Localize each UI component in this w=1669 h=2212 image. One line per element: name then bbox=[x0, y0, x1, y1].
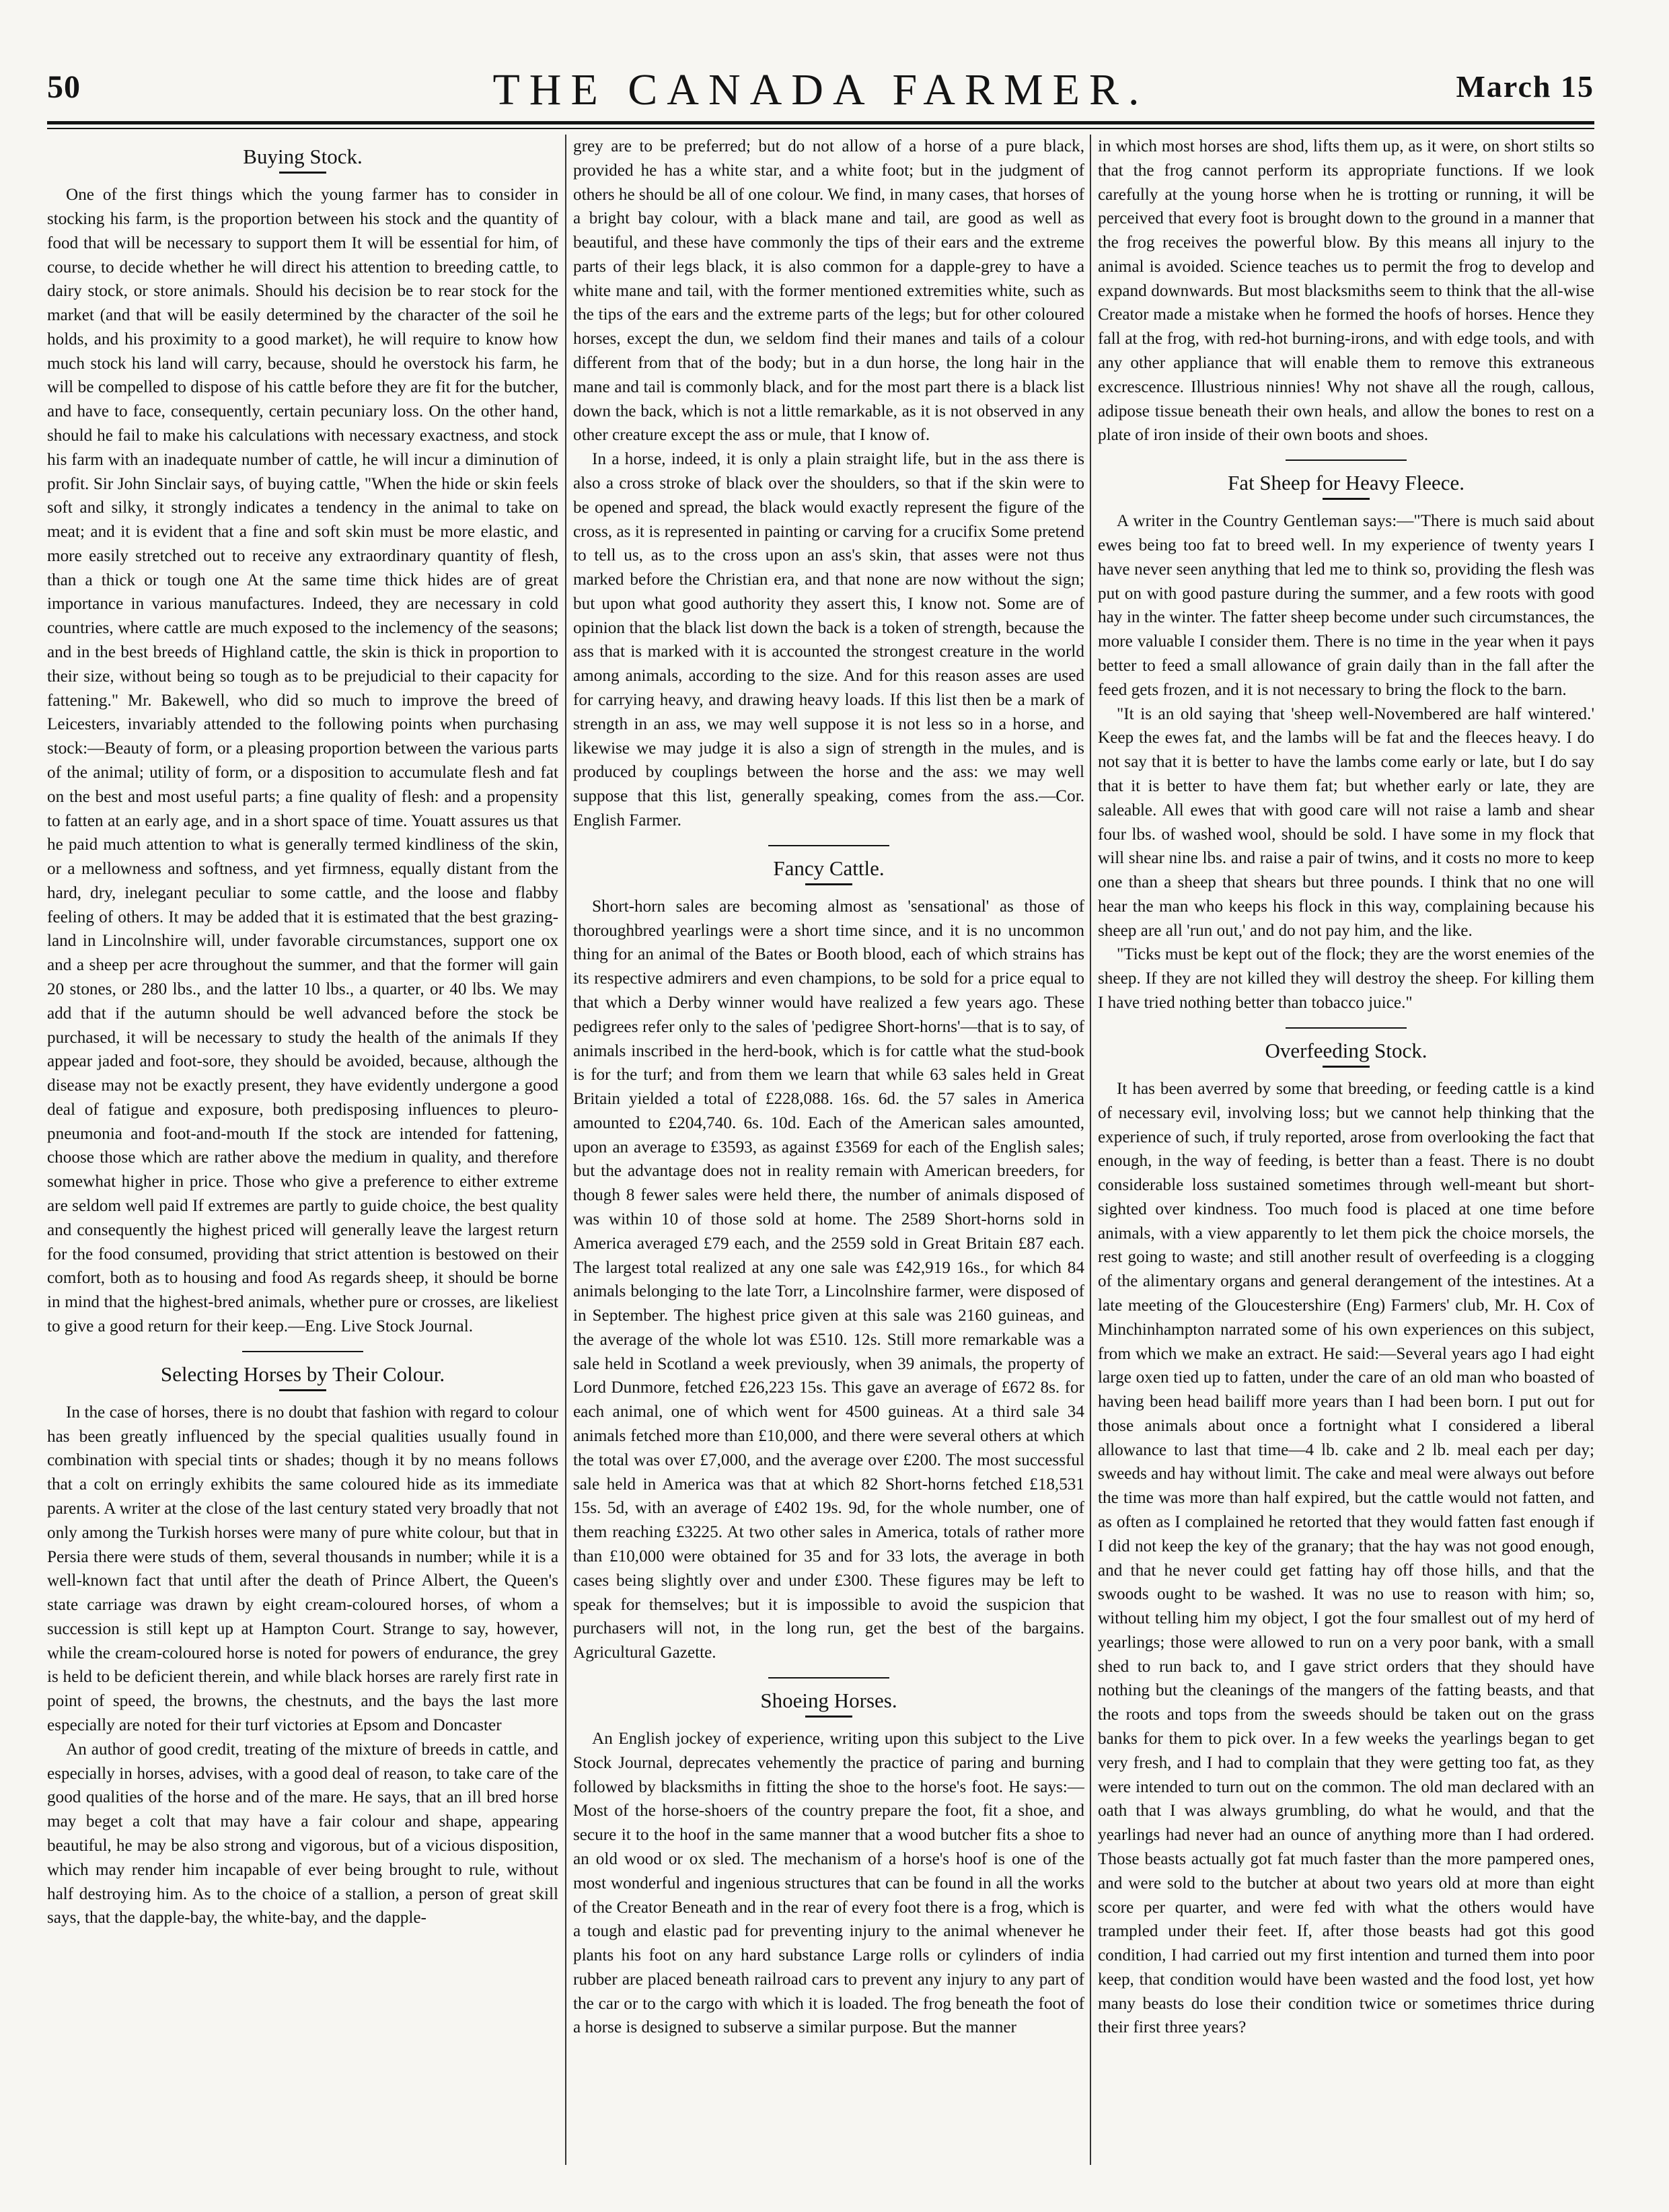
article-heading: Fancy Cattle. bbox=[773, 856, 885, 880]
column-3 bbox=[1098, 135, 1594, 2165]
masthead-rule-thin bbox=[47, 128, 1594, 129]
article bbox=[573, 845, 1084, 1665]
article-separator bbox=[242, 1351, 363, 1352]
column-divider bbox=[1090, 135, 1091, 2165]
article bbox=[1098, 1027, 1594, 2040]
article-heading: Shoeing Horses. bbox=[760, 1688, 897, 1712]
article-paragraph: in which most horses are shod, lifts them up, as it were, on short stilts so that the frog cannot perform its appropriate functions. If we look carefully at the young horse when he is trotting or running, it will be perceived that every foot is brought down to the ground in a manner that the frog receives the powerful blow. By this means all injury to the animal is avoided. Science teaches us to permit the frog to develop and expand downwards. But most blacksmiths seem to think that the all-wise Creator made a mistake when he formed the hoofs of horses. Hence they fall at the frog, with red-hot burning-irons, and with edge tools, and with any other appliance that will enable them to remove this extraneous excrescence. Illustrious ninnies! Why not shave all the rough, callous, adipose tissue beneath their own heals, and allow the bones to rest on a plate of iron inside of their own boots and shoes. bbox=[1098, 137, 1594, 445]
article-separator bbox=[768, 845, 889, 846]
article-paragraph: In the case of horses, there is no doubt that fashion with regard to colour has been greatly influenced by the special qualities usually found in combination with special tints or shades; though it by no means follows that a colt on erringly exhibits the same coloured hide as its immediate parents. A writer at the close of the last century stated very broadly that not only among the Turkish horses were many of pure white colour, but that in Persia there were studs of them, several thousands in number; while it is a well-known fact that until after the death of Prince Albert, the Queen's state carriage was drawn by eight cream-coloured horses, of whom a succession is still kept up at Hampton Court. Strange to say, however, while the cream-coloured horse is noted for powers of endurance, the grey is held to be deficient therein, and while black horses are rarely first rate in point of speed, the browns, the chestnuts, and the bays the last more especially are noted for their turf victories at Epsom and Doncaster bbox=[47, 1403, 558, 1735]
heading-rule bbox=[805, 1716, 852, 1718]
article-paragraph: A writer in the Country Gentleman says:—"There is much said about ewes being too fat to breed well. In my experience of twenty years I have never seen anything that led me to think so, providing the flesh was put on with good pasture during the summer, and a few roots with good hay in the winter. The fatter sheep become under such circumstances, the more valuable I consider them. There is no time in the year when it pays better to feed a small allowance of grain daily than in the fall after the feed gets frozen, and it is not necessary to bring the flock to the barn. bbox=[1098, 512, 1594, 699]
newspaper-title: THE CANADA FARMER. bbox=[492, 65, 1149, 114]
article-separator bbox=[1286, 1027, 1407, 1029]
article-paragraph: An author of good credit, treating of the mixture of breeds in cattle, and especially in horses, advises, with a good deal of reason, to take care of the good qualities of the horse and of the mare. He says, that an ill bred horse may beget a colt that may have a fair colour and shape, appearing beautiful, he may be also strong and vigorous, but of a vicious disposition, which may render him incapable of ever being brought to rule, without half destroying him. As to the choice of a stallion, a person of great skill says, that the dapple-bay, the white-bay, and the dapple- bbox=[47, 1740, 558, 1927]
article-paragraph: grey are to be preferred; but do not allow of a horse of a pure black, provided he has a white star, and a white foot; but in the judgment of others he should be all of one colour. We find, in many cases, that horses of a bright bay colour, with a black mane and tail, are good as well as beautiful, and these have commonly the tips of their ears and the extreme parts of their legs black, it is also common for a dapple-grey to have a white mane and tail, with the former mentioned extremities white, such as the tips of the ears and the extreme parts of the legs; but for other coloured horses, except the dun, we seldom find their manes and tails of a colour different from that of the body; but in a dun horse, the long hair in the mane and tail is commonly black, and for the most part there is a black list down the back, which is not a little remarkable, as it is not observed in any other creature except the ass or mule, that I know of. bbox=[573, 137, 1084, 445]
article-separator bbox=[768, 1677, 889, 1679]
masthead-rule-thick bbox=[47, 121, 1594, 124]
article-paragraph: An English jockey of experience, writing upon this subject to the Live Stock Journal, deprecates vehemently the practice of paring and burning followed by blacksmiths in fitting the shoe to the horse's foot. He says:—Most of the horse-shoers of the country prepare the foot, fit a shoe, and secure it to the hoof in the same manner that a wood butcher fits a shoe to an old wood or ox sled. The mechanism of a horse's hoof is one of the most wonderful and ingenious structures that can be found in all the works of the Creator Beneath and in the rear of every foot there is a frog, which is a tough and elastic pad for preventing injury to the animal whenever he plants his foot on any hard substance Large rolls or cylinders of india rubber are placed beneath railroad cars to prevent any injury to any part of the car or to the cargo with which it is loaded. The frog beneath the foot of a horse is designed to subserve a similar purpose. But the manner bbox=[573, 1730, 1084, 2037]
heading-rule bbox=[279, 172, 326, 174]
article-paragraph: "It is an old saying that 'sheep well-Novembered are half wintered.' Keep the ewes fat, and the lambs will be fat and the fleeces heavy. I do not say that it is better to have the lambs come early or late, but I do say that it is better to have them fat; but whether early or late, they are saleable. All ewes that with good care will not raise a lamb and shear four lbs. of washed wool, should be sold. I have some in my flock that will shear nine lbs. and raise a pair of twins, and it costs no more to keep one than a sheep that shears but three pounds. I think that no one will hear the man who keeps his flock in this way, complaining because his sheep are all 'run out,' and do not pay him, and the like. bbox=[1098, 704, 1594, 940]
article bbox=[573, 135, 1084, 833]
column-1 bbox=[47, 135, 558, 2165]
article-paragraph: "Ticks must be kept out of the flock; they are the worst enemies of the sheep. If they are not killed they will destroy the sheep. For killing them I have tried nothing better than tobacco juice." bbox=[1098, 945, 1594, 1012]
column-divider bbox=[565, 135, 566, 2165]
heading-rule bbox=[1323, 1066, 1370, 1068]
article-paragraph: Short-horn sales are becoming almost as 'sensational' as those of thoroughbred yearlings were a short time since, and it is no uncommon thing for an animal of the Bates or Booth blood, each of which strains has its respective admirers and even champions, to be sold for a price equal to that which a Derby winner would have realized a few years ago. These pedigrees refer only to the sales of 'pedigree Short-horns'—that is to say, of animals inscribed in the herd-book, which is for cattle what the stud-book is for the turf; and from them we learn that while 63 sales held in Great Britain yielded a total of £228,088. 16s. 6d. the 57 sales in America amounted to £204,740. 6s. 10d. Each of the American sales amounted, upon an average to £3593, as against £3569 for each of the English sales; but the advantage does not in reality remain with American breeders, for though 8 fewer sales were held there, the number of animals disposed of was within 10 of those sold at home. The 2589 Short-horns sold in America averaged £79 each, and the 2559 sold in Great Britain £87 each. The largest total realized at any one sale was £42,919 16s., for which 84 animals belonging to the late Torr, a Lincolnshire farmer, were disposed of in September. The highest price given at this sale was 2160 guineas, and the average of the whole lot was £510. 12s. Still more remarkable was a sale held in Scotland a week previously, when 39 animals, the property of Lord Dunmore, fetched £26,223 15s. This gave an average of £672 8s. for each animal, one of which went for 4500 guineas. At a third sale 34 animals fetched more than £10,000, and there were several others at which the total was over £7,000, and the average over £200. The most successful sale held in America was that at which 82 Short-horns fetched £18,531 15s. 5d, with an average of £402 19s. 9d, for the whole number, one of them reaching £3225. At two other sales in America, totals of rather more than £10,000 were obtained for 35 and for 33 lots, the average in both cases being slightly over and under £300. These figures may be left to speak for themselves; but it is impossible to avoid the suspicion that purchasers will not, in the long run, get the best of the bargains. Agricultural Gazette. bbox=[573, 897, 1084, 1662]
issue-date: March 15 bbox=[1456, 69, 1594, 104]
article-separator bbox=[1286, 459, 1407, 461]
article-heading: Fat Sheep for Heavy Fleece. bbox=[1227, 471, 1465, 495]
article bbox=[47, 144, 558, 1339]
heading-rule bbox=[279, 1389, 326, 1391]
masthead bbox=[47, 65, 1594, 117]
article-heading: Overfeeding Stock. bbox=[1265, 1038, 1427, 1062]
heading-rule bbox=[1323, 498, 1370, 500]
column-2 bbox=[573, 135, 1084, 2165]
article-heading: Selecting Horses by Their Colour. bbox=[160, 1362, 445, 1386]
article-paragraph: In a horse, indeed, it is only a plain straight life, but in the ass there is also a cross stroke of black over the shoulders, so that if the skin were to be opened and spread, the black would exactly represent the figure of the cross, as it is represented in painting or carving for a crucifix Some pretend to tell us, as to the cross upon an ass's skin, that asses were not thus marked before the Christian era, and that none are now without the sign; but upon what good authority they assert this, I know not. Some are of opinion that the black list down the back is a token of strength, because the ass that is marked with it is accounted the strongest creature in the world among animals, according to the size. And for this reason asses are used for carrying heavy, and drawing heavy loads. If this list then be a mark of strength in an ass, we may well suppose it is not less so in a horse, and likewise we may judge it is also a sign of strength in the mules, and is produced by couplings between the horse and the ass: we may well suppose that this list, generally speaking, comes from the ass.—Cor. English Farmer. bbox=[573, 450, 1084, 830]
heading-rule bbox=[805, 883, 852, 885]
article-paragraph: It has been averred by some that breeding, or feeding cattle is a kind of necessary evil, involving loss; but we cannot help thinking that the experience of such, if truly reported, arose from overlooking the fact that enough, in the way of feeding, is better than a feast. There is no doubt considerable loss sustained sometimes through well-meant but short-sighted over kindness. Too much food is placed at one time before animals, with a view apparently to let them pick the choice morsels, the rest going to waste; and still another result of overfeeding is a clogging of the alimentary organs and general derangement of the intestines. At a late meeting of the Gloucestershire (Eng) Farmers' club, Mr. H. Cox of Minchinhampton narrated some of his own experiences on this subject, from which we make an extract. He said:—Several years ago I had eight large oxen tied up to fatten, under the care of an old man who boasted of having been head bailiff more years than I had been born. I put out for those animals about once a fortnight what I considered a liberal allowance to last that time—4 lb. cake and 2 lb. meal each per day; sweeds and hay without limit. The cake and meal were always out before the time was more than half expired, but the cattle would not fatten, and as often as I complained he retorted that they would fatten fast enough if I did not keep the key of the granary; that the hay was not good enough, and that he never could get fatting hay off those hills, and that the swoods ought to be washed. It was no use to reason with him; so, without telling him my object, I got the four smallest out of my herd of yearlings; those were allowed to run on a very poor bank, with a small shed to run back to, and I gave strict orders that they should have nothing but the cleanings of the mangers of the fatting beasts, and that the roots and tops from the sweeds should be taken out on the grass banks for them to pick over. In a few weeks the yearlings began to get very fresh, and I had to complain that they were getting too fat, as they were intended to turn out on the common. The old man declared with an oath that I was always grumbling, do what he would, and that the yearlings had never had an ounce of anything more than I had ordered. Those beasts actually got fat much faster than the more pampered ones, and were sold to the butcher at about two years old at more than eight score per quarter, and were fed with what the others would have trampled under their feet. If, after those beasts had got this good condition, I had carried out my first intention and turned them into poor keep, that condition would have been wasted and the food lost, yet how many beasts do lose their condition twice or sometimes thrice during their first three years? bbox=[1098, 1079, 1594, 2037]
article bbox=[573, 1677, 1084, 2040]
article bbox=[1098, 459, 1594, 1015]
article bbox=[47, 1351, 558, 1930]
article bbox=[1098, 135, 1594, 447]
article-heading: Buying Stock. bbox=[243, 145, 363, 168]
article-paragraph: One of the first things which the young farmer has to consider in stocking his farm, is the proportion between his stock and the quantity of food that will be necessary to support them It will be essential for him, of course, to decide whether he will direct his attention to breeding cattle, to dairy stock, or store animals. Should his decision be to rear stock for the market (and that will be easily determined by the character of the soil he holds, and his proximity to a good market), he will require to know how much stock his land will carry, because, should he overstock his farm, he will be compelled to dispose of his cattle before they are fit for the butcher, and have to face, consequently, certain pecuniary loss. On the other hand, should he fail to make his calculations with necessary exactness, and stock his farm with an inadequate number of cattle, he will incur a diminution of profit. Sir John Sinclair says, of buying cattle, "When the hide or skin feels soft and silky, it strongly indicates a tendency in the animal to take on meat; and it is evident that a fine and soft skin must be more elastic, and more easily stretched out to receive any extraordinary quantity of flesh, than a thick or tough one At the same time thick hides are of great importance in various manufactures. Indeed, they are necessary in cold countries, where cattle are much exposed to the inclemency of the seasons; and in the best breeds of Highland cattle, the skin is thick in proportion to their size, without being so tough as to be prejudicial to their capacity for fattening." Mr. Bakewell, who did so much to improve the breed of Leicesters, invariably attended to the following points when purchasing stock:—Beauty of form, or a pleasing proportion between the various parts of the animal; utility of form, or a disposition to accumulate flesh and fat on the best and most useful parts; a fine quality of flesh: and a propensity to fatten at an early age, and in a short space of time. Youatt assures us that he paid much attention to what is generally termed kindliness of the skin, or a mellowness and softness, and yet firmness, equally distant from the hard, dry, inelegant peculiar to some cattle, and the loose and flabby feeling of others. It may be added that it is estimated that the best grazing-land in Lincolnshire will, under favorable circumstances, support one ox and a sheep per acre throughout the summer, and that the former will gain 20 stones, or 280 lbs., and the latter 10 lbs., a quarter, or 40 lbs. We may add that if the autumn should be well advanced before the stock be purchased, it will be necessary to study the health of the animals If they appear jaded and foot-sore, they should be avoided, because, although the disease may not be exactly present, they have evidently undergone a good deal of fatigue and exposure, both predisposing influences to pleuro-pneumonia and foot-and-mouth If the stock are intended for fattening, choose those which are rather above the medium in quality, and therefore somewhat higher in price. Those who give a preference to either extreme are seldom well paid If extremes are partly to guide choice, the best quality and consequently the highest priced will generally leave the largest return for the food consumed, providing that strict attention is bestowed on their comfort, both as to housing and food As regards sheep, it should be borne in mind that the highest-bred animals, whether pure or crosses, are likeliest to give a good return for their keep.—Eng. Live Stock Journal. bbox=[47, 186, 558, 1335]
page-number: 50 bbox=[47, 69, 81, 105]
